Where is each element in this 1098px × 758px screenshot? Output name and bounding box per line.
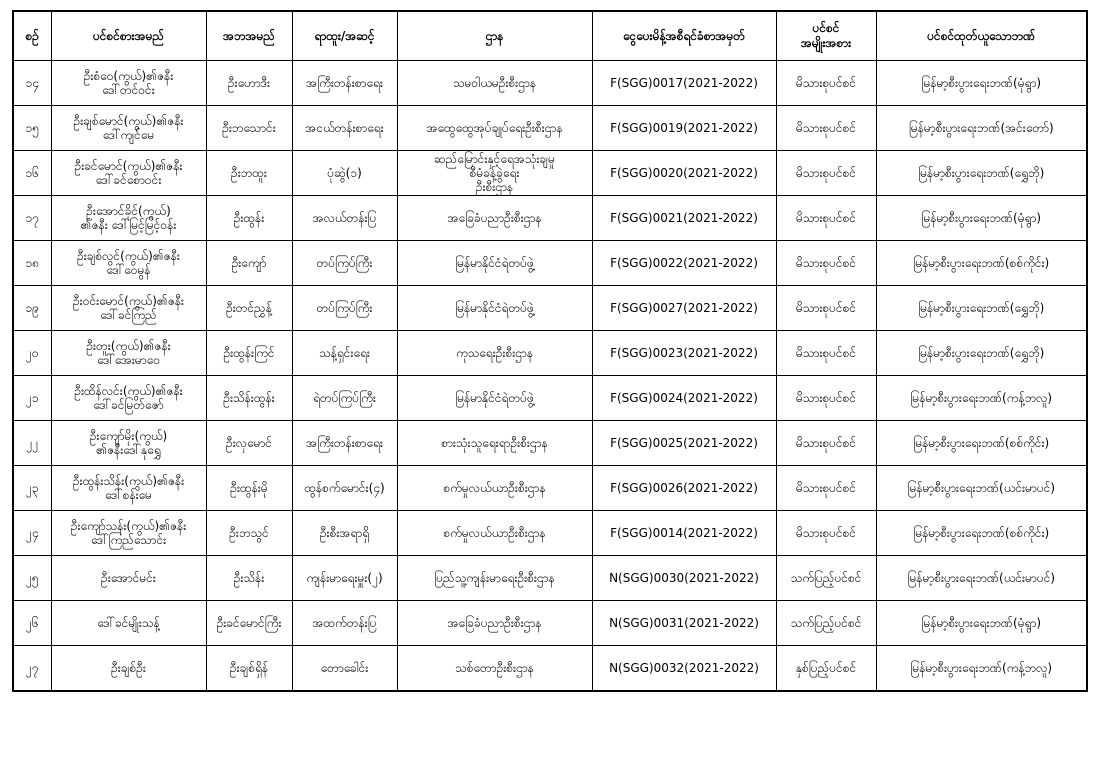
cell-order: F(SGG)0022(2021-2022) <box>592 241 776 286</box>
cell-order: F(SGG)0026(2021-2022) <box>592 466 776 511</box>
cell-name: ဦးခင်မောင်(ကွယ်)၏ဇနီး ဒေါ်ခင်စောဝင်း <box>51 151 206 196</box>
cell-department: ကုသရေးဦးစီးဌာန <box>397 331 592 376</box>
cell-name: ဦးချစ်လွင်(ကွယ်)၏ဇနီး ဒေါ်ဝေမွန် <box>51 241 206 286</box>
header-father: အဘအမည် <box>206 11 292 61</box>
cell-type: မိသားစုပင်စင် <box>776 151 876 196</box>
cell-no: ၁၉ <box>13 286 51 331</box>
cell-no: ၁၅ <box>13 106 51 151</box>
cell-department: မြန်မာနိုင်ငံရဲတပ်ဖွဲ့ <box>397 241 592 286</box>
cell-type: မိသားစုပင်စင် <box>776 421 876 466</box>
table-row <box>13 646 1087 692</box>
cell-father: ဦးသိန်းထွန်း <box>206 376 292 421</box>
cell-bank: မြန်မာ့စီးပွားရေးဘဏ်(စစ်ကိုင်း) <box>876 241 1087 286</box>
cell-name: ဦးအောင်မင်း <box>51 556 206 601</box>
cell-no: ၁၇ <box>13 196 51 241</box>
table-row <box>13 511 1087 556</box>
cell-position: ပုံဆွဲ(၁) <box>292 151 397 196</box>
cell-department: စားသုံးသူရေးရာဦးစီးဌာန <box>397 421 592 466</box>
cell-position: အထက်တန်းပြ <box>292 601 397 646</box>
cell-type: သက်ပြည့်ပင်စင် <box>776 601 876 646</box>
cell-type: မိသားစုပင်စင် <box>776 61 876 106</box>
cell-position: ရဲတပ်ကြပ်ကြီး <box>292 376 397 421</box>
cell-name: ဦးဝင်းမောင်(ကွယ်)၏ဇနီး ဒေါ်ခင်ကြည် <box>51 286 206 331</box>
cell-order: F(SGG)0025(2021-2022) <box>592 421 776 466</box>
pension-table-container <box>12 10 1086 692</box>
cell-order: N(SGG)0030(2021-2022) <box>592 556 776 601</box>
cell-type: မိသားစုပင်စင် <box>776 331 876 376</box>
cell-department: မြန်မာနိုင်ငံရဲတပ်ဖွဲ့ <box>397 286 592 331</box>
cell-name: ဦးတူး(ကွယ်)၏ဇနီး ဒေါ်အေးမာဝေ <box>51 331 206 376</box>
table-row <box>13 331 1087 376</box>
cell-father: ဦးဘသွင် <box>206 511 292 556</box>
cell-order: F(SGG)0024(2021-2022) <box>592 376 776 421</box>
cell-position: အလယ်တန်းပြ <box>292 196 397 241</box>
table-row <box>13 151 1087 196</box>
cell-no: ၁၄ <box>13 61 51 106</box>
cell-position: ကျန်းမာရေးမှူး(၂) <box>292 556 397 601</box>
cell-name: ဦးကျော်သန်း(ကွယ်)၏ဇနီး ဒေါ်ကြည်သောင်း <box>51 511 206 556</box>
cell-father: ဦးလှမောင် <box>206 421 292 466</box>
cell-department: မြန်မာနိုင်ငံရဲတပ်ဖွဲ့ <box>397 376 592 421</box>
cell-father: ဦးချစ်ရှိန် <box>206 646 292 692</box>
cell-position: တပ်ကြပ်ကြီး <box>292 241 397 286</box>
cell-no: ၂၁ <box>13 376 51 421</box>
cell-type: နှစ်ပြည့်ပင်စင် <box>776 646 876 692</box>
cell-no: ၂၅ <box>13 556 51 601</box>
cell-department: အထွေထွေအုပ်ချုပ်ရေးဦးစီးဌာန <box>397 106 592 151</box>
cell-order: F(SGG)0027(2021-2022) <box>592 286 776 331</box>
cell-no: ၂၂ <box>13 421 51 466</box>
cell-type: မိသားစုပင်စင် <box>776 466 876 511</box>
cell-no: ၂၀ <box>13 331 51 376</box>
cell-father: ဦးတင်ညွှန့် <box>206 286 292 331</box>
table-row <box>13 61 1087 106</box>
cell-type: မိသားစုပင်စင် <box>776 286 876 331</box>
cell-bank: မြန်မာ့စီးပွားရေးဘဏ်(အင်းတော်) <box>876 106 1087 151</box>
cell-order: F(SGG)0019(2021-2022) <box>592 106 776 151</box>
cell-name: ဦးထိန်လင်း(ကွယ်)၏ဇနီး ဒေါ်ခင်မြတ်ဇော် <box>51 376 206 421</box>
cell-bank: မြန်မာ့စီးပွားရေးဘဏ်(ကန့်ဘလူ) <box>876 646 1087 692</box>
cell-order: F(SGG)0023(2021-2022) <box>592 331 776 376</box>
cell-department: သစ်တောဦးစီးဌာန <box>397 646 592 692</box>
cell-order: F(SGG)0020(2021-2022) <box>592 151 776 196</box>
cell-bank: မြန်မာ့စီးပွားရေးဘဏ်(ကန့်ဘလူ) <box>876 376 1087 421</box>
cell-father: ဦးထွန်း <box>206 196 292 241</box>
cell-bank: မြန်မာ့စီးပွားရေးဘဏ်(ယင်းမာပင်) <box>876 556 1087 601</box>
cell-position: အကြီးတန်းစာရေး <box>292 61 397 106</box>
cell-position: အငယ်တန်းစာရေး <box>292 106 397 151</box>
cell-position: တောခေါင်း <box>292 646 397 692</box>
cell-order: N(SGG)0032(2021-2022) <box>592 646 776 692</box>
cell-department: စက်မှုလယ်ယာဦးစီးဌာန <box>397 466 592 511</box>
cell-bank: မြန်မာ့စီးပွားရေးဘဏ်(ရွှေဘို) <box>876 331 1087 376</box>
cell-no: ၂၇ <box>13 646 51 692</box>
cell-position: အကြီးတန်းစာရေး <box>292 421 397 466</box>
cell-name: ဦးချစ်မောင်(ကွယ်)၏ဇနီး ဒေါ်ကျင်မေ <box>51 106 206 151</box>
cell-no: ၁၈ <box>13 241 51 286</box>
cell-no: ၂၃ <box>13 466 51 511</box>
pension-table <box>12 10 1088 692</box>
cell-position: သန့်ရှင်းရေး <box>292 331 397 376</box>
table-row <box>13 376 1087 421</box>
cell-bank: မြန်မာ့စီးပွားရေးဘဏ်(မုံရွာ) <box>876 196 1087 241</box>
cell-department: သမဝါယမဦးစီးဌာန <box>397 61 592 106</box>
cell-bank: မြန်မာ့စီးပွားရေးဘဏ်(ရွှေဘို) <box>876 286 1087 331</box>
cell-father: ဦးဟောဒီး <box>206 61 292 106</box>
cell-bank: မြန်မာ့စီးပွားရေးဘဏ်(မုံရွာ) <box>876 61 1087 106</box>
cell-bank: မြန်မာ့စီးပွားရေးဘဏ်(မုံရွာ) <box>876 601 1087 646</box>
cell-name: ဒေါ်ခင်မျိုးသန့် <box>51 601 206 646</box>
cell-bank: မြန်မာ့စီးပွားရေးဘဏ်(ယင်းမာပင်) <box>876 466 1087 511</box>
table-row <box>13 196 1087 241</box>
cell-order: F(SGG)0017(2021-2022) <box>592 61 776 106</box>
cell-father: ဦးခင်မောင်ကြီး <box>206 601 292 646</box>
table-row <box>13 556 1087 601</box>
cell-type: မိသားစုပင်စင် <box>776 511 876 556</box>
cell-department: အခြေခံပညာဦးစီးဌာန <box>397 601 592 646</box>
table-body <box>13 61 1087 692</box>
header-bank: ပင်စင်ထုတ်ယူသောဘဏ် <box>876 11 1087 61</box>
cell-order: F(SGG)0014(2021-2022) <box>592 511 776 556</box>
header-order: ငွေပေးမိန့်အစီရင်ခံစာအမှတ် <box>592 11 776 61</box>
cell-father: ဦးထွန်းကြင် <box>206 331 292 376</box>
cell-name: ဦးချစ်ဦး <box>51 646 206 692</box>
header-position: ရာထူး/အဆင့် <box>292 11 397 61</box>
cell-no: ၂၄ <box>13 511 51 556</box>
cell-no: ၁၆ <box>13 151 51 196</box>
cell-father: ဦးထွန်းမို <box>206 466 292 511</box>
cell-position: ထွန်စက်မောင်း(၄) <box>292 466 397 511</box>
cell-type: မိသားစုပင်စင် <box>776 241 876 286</box>
table-row <box>13 601 1087 646</box>
cell-position: တပ်ကြပ်ကြီး <box>292 286 397 331</box>
cell-order: F(SGG)0021(2021-2022) <box>592 196 776 241</box>
cell-department: စက်မှုလယ်ယာဦးစီးဌာန <box>397 511 592 556</box>
cell-department: ပြည်သူ့ကျန်းမာရေးဦးစီးဌာန <box>397 556 592 601</box>
cell-type: မိသားစုပင်စင် <box>776 106 876 151</box>
cell-position: ဦးစီးအရာရှိ <box>292 511 397 556</box>
cell-name: ဦးအောင်ခိုင်(ကွယ်) ၏ဇနီး ဒေါ်မြင့်မြင့်ဝန်း <box>51 196 206 241</box>
cell-father: ဦးကျော် <box>206 241 292 286</box>
cell-father: ဦးဘထူး <box>206 151 292 196</box>
header-type: ပင်စင် အမျိုးအစား <box>776 11 876 61</box>
cell-name: ဦးကျော်မိုး(ကွယ်) ၏ဇနီးဒေါ်နုရွှေ <box>51 421 206 466</box>
header-row <box>13 11 1087 61</box>
cell-name: ဦးစံဝေ(ကွယ်)၏ဇနီး ဒေါ်တင်ဝင်း <box>51 61 206 106</box>
table-row <box>13 286 1087 331</box>
cell-name: ဦးထွန်းသိန်း(ကွယ်)၏ဇနီး ဒေါ်စန်းမေ <box>51 466 206 511</box>
cell-bank: မြန်မာ့စီးပွားရေးဘဏ်(စစ်ကိုင်း) <box>876 511 1087 556</box>
table-row <box>13 241 1087 286</box>
cell-bank: မြန်မာ့စီးပွားရေးဘဏ်(ရွှေဘို) <box>876 151 1087 196</box>
cell-department: ဆည်မြောင်းနှင့်ရေအသုံးချမှု စီမံခန့်ခွဲရေး ဦးစီးဌာန <box>397 151 592 196</box>
cell-type: မိသားစုပင်စင် <box>776 196 876 241</box>
cell-type: မိသားစုပင်စင် <box>776 376 876 421</box>
cell-order: N(SGG)0031(2021-2022) <box>592 601 776 646</box>
cell-father: ဦးဘသောင်း <box>206 106 292 151</box>
cell-type: သက်ပြည့်ပင်စင် <box>776 556 876 601</box>
table-row <box>13 421 1087 466</box>
table-row <box>13 466 1087 511</box>
table-row <box>13 106 1087 151</box>
cell-father: ဦးသိန်း <box>206 556 292 601</box>
header-no: စဉ် <box>13 11 51 61</box>
cell-no: ၂၆ <box>13 601 51 646</box>
cell-department: အခြေခံပညာဦးစီးဌာန <box>397 196 592 241</box>
cell-bank: မြန်မာ့စီးပွားရေးဘဏ်(စစ်ကိုင်း) <box>876 421 1087 466</box>
header-name: ပင်စင်စားအမည် <box>51 11 206 61</box>
header-department: ဌာန <box>397 11 592 61</box>
